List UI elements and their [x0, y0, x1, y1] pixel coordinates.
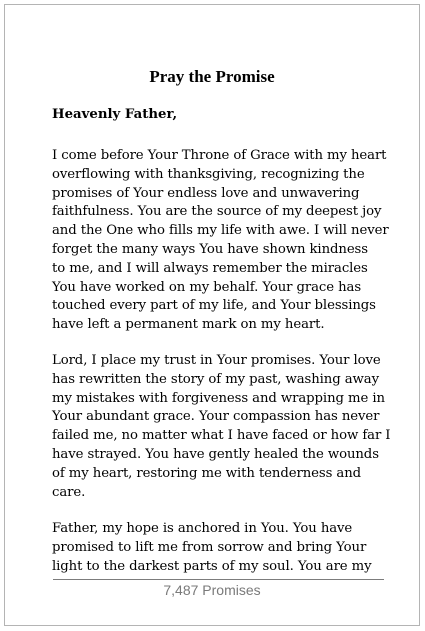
- text-line: have strayed. You have gently healed the wounds: [52, 446, 379, 462]
- text-line: of my heart, restoring me with tenderness and: [52, 465, 362, 481]
- text-line: have left a permanent mark on my heart.: [52, 317, 325, 333]
- text-line: and the One who fills my life with awe. I will never: [52, 223, 389, 239]
- paragraph-3: [52, 520, 407, 576]
- text-line: promises of Your endless love and unwavering: [52, 185, 360, 201]
- text-line: You have worked on my behalf. Your grace has: [52, 279, 362, 295]
- text-line: Father, my hope is anchored in You. You have: [52, 521, 353, 536]
- text-line: failed me, no matter what I have faced or how far I: [52, 428, 391, 444]
- paragraph-1: [52, 147, 407, 335]
- text-line: to me, and I will always remember the miracles: [52, 260, 368, 276]
- text-line: has rewritten the story of my past, washing away: [52, 371, 379, 387]
- text-line: light to the darkest parts of my soul. You are my: [52, 558, 372, 574]
- text-line: forget the many ways You have shown kindness: [52, 241, 368, 257]
- text-line: overflowing with thanksgiving, recognizing the: [52, 166, 365, 182]
- text-line: faithfulness. You are the source of my deepest joy: [52, 204, 382, 220]
- promise-count: 7,487 Promises: [163, 582, 261, 598]
- text-line: Lord, I place my trust in Your promises. Your love: [52, 353, 381, 368]
- footer-divider: [53, 579, 384, 580]
- text-line: promised to lift me from sorrow and bring Your: [52, 539, 367, 555]
- text-line: my mistakes with forgiveness and wrapping me in: [52, 390, 385, 406]
- page-title: Pray the Promise: [149, 67, 275, 86]
- salutation: Heavenly Father,: [52, 107, 178, 122]
- paragraph-2: [52, 352, 407, 502]
- text-line: care.: [52, 484, 86, 500]
- text-line: Your abundant grace. Your compassion has never: [52, 409, 380, 425]
- document-page: [4, 4, 420, 626]
- text-line: I come before Your Throne of Grace with my heart: [52, 148, 387, 163]
- text-line: touched every part of my life, and Your blessings: [52, 298, 376, 314]
